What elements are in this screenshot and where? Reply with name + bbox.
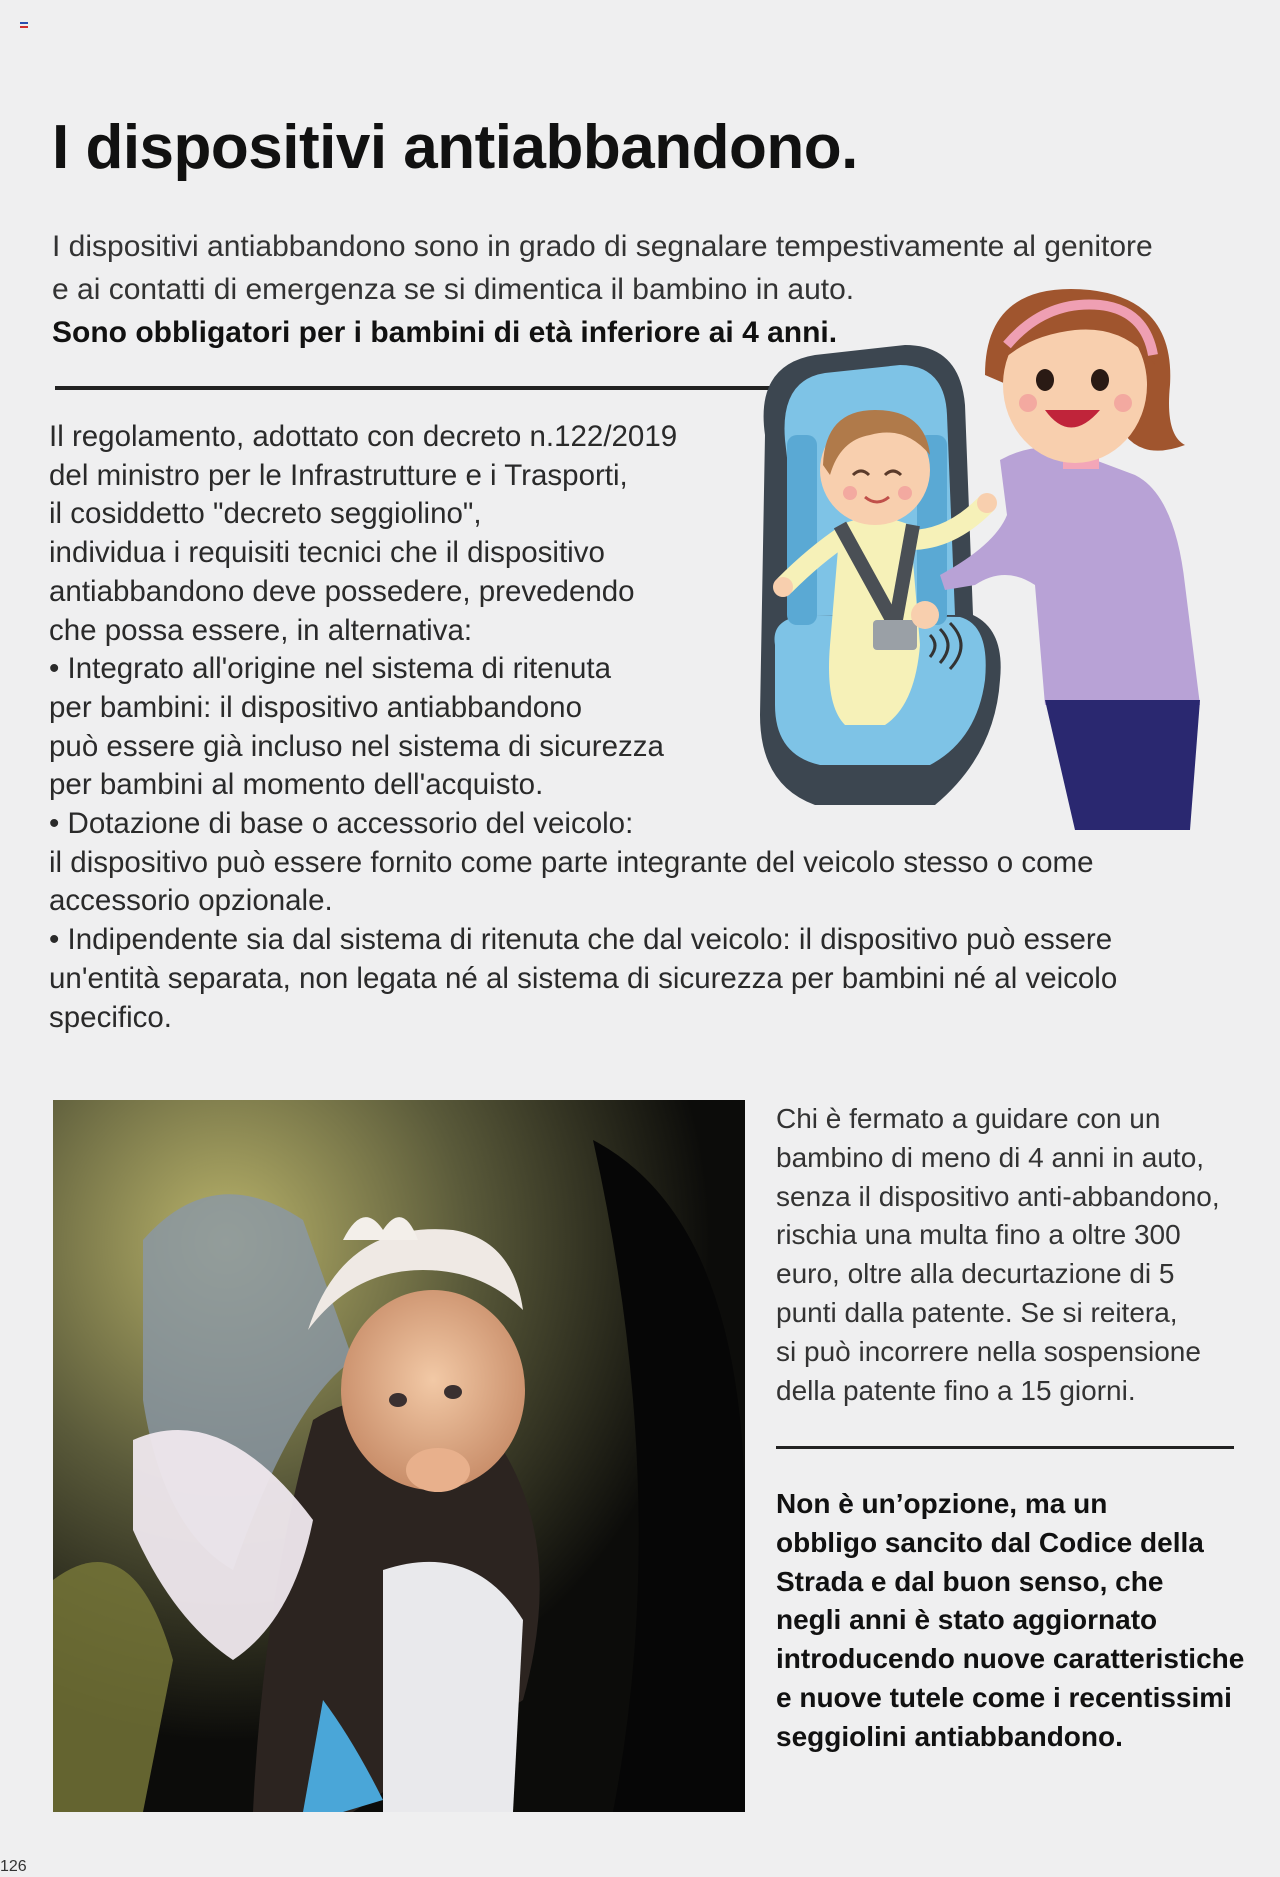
flag-icon [20, 22, 28, 28]
divider [55, 386, 777, 390]
text-line: il cosiddetto "decreto seggiolino", [49, 497, 482, 531]
text-line: che possa essere, in alternativa: [49, 613, 473, 647]
baby-photo-image [53, 1100, 745, 1812]
page-title: I dispositivi antiabbandono. [52, 113, 858, 182]
text-line: Chi è fermato a guidare con un [776, 1103, 1161, 1134]
obligation-statement [776, 1485, 1246, 1757]
text-line: il dispositivo può essere fornito come parte integrante del veicolo stesso o come [49, 845, 1094, 879]
text-line: seggiolini antiabbandono. [776, 1720, 1123, 1752]
text-line: un'entità separata, non legata né al sistema di sicurezza per bambini né al veicolo [49, 961, 1118, 995]
intro-line: I dispositivi antiabbandono sono in grado di segnalare tempestivamente al genitore [52, 230, 1153, 263]
text-line: può essere già incluso nel sistema di sicurezza [49, 729, 664, 763]
divider [776, 1446, 1234, 1449]
baby-car-seat-photo [53, 1100, 745, 1812]
text-line: del ministro per le Infrastrutture e i Trasporti, [49, 458, 628, 492]
intro-highlight: Sono obbligatori per i bambini di età inferiore ai 4 anni. [52, 316, 838, 349]
text-line: punti dalla patente. Se si reitera, [776, 1296, 1178, 1328]
text-line: • Indipendente sia dal sistema di ritenuta che dal veicolo: il dispositivo può essere [49, 923, 1113, 957]
text-line: euro, oltre alla decurtazione di 5 [776, 1258, 1175, 1290]
text-line: • Integrato all'origine nel sistema di ritenuta [49, 652, 612, 686]
page-number: 126 [0, 1858, 27, 1875]
text-line: bambino di meno di 4 anni in auto, [776, 1141, 1205, 1173]
mother-baby-car-seat-illustration [745, 285, 1220, 830]
text-line: individua i requisiti tecnici che il dispositivo [49, 536, 605, 570]
text-line: accessorio opzionale. [49, 884, 333, 918]
text-line: senza il dispositivo anti-abbandono, [776, 1180, 1220, 1212]
text-line: obbligo sancito dal Codice della [776, 1526, 1204, 1558]
text-line: della patente fino a 15 giorni. [776, 1374, 1136, 1406]
intro-line: e ai contatti di emergenza se si dimentica il bambino in auto. [52, 273, 855, 306]
text-line: antiabbandono deve possedere, prevedendo [49, 574, 635, 608]
text-line: rischia una multa fino a oltre 300 [776, 1219, 1181, 1251]
text-line: per bambini: il dispositivo antiabbandono [49, 690, 582, 724]
fine-info-text [776, 1100, 1246, 1410]
text-line: • Dotazione di base o accessorio del veicolo: [49, 807, 634, 841]
text-line: per bambini al momento dell'acquisto. [49, 768, 544, 802]
text-line: introducendo nuove caratteristiche [776, 1643, 1245, 1675]
text-line: negli anni è stato aggiornato [776, 1604, 1158, 1636]
text-line: e nuove tutele come i recentissimi [776, 1681, 1232, 1713]
text-line: Strada e dal buon senso, che [776, 1565, 1164, 1597]
text-line: specifico. [49, 1000, 172, 1034]
text-line: si può incorrere nella sospensione [776, 1335, 1201, 1367]
text-line: Il regolamento, adottato con decreto n.122/2019 [49, 420, 678, 453]
text-line: Non è un’opzione, ma un [776, 1488, 1108, 1519]
